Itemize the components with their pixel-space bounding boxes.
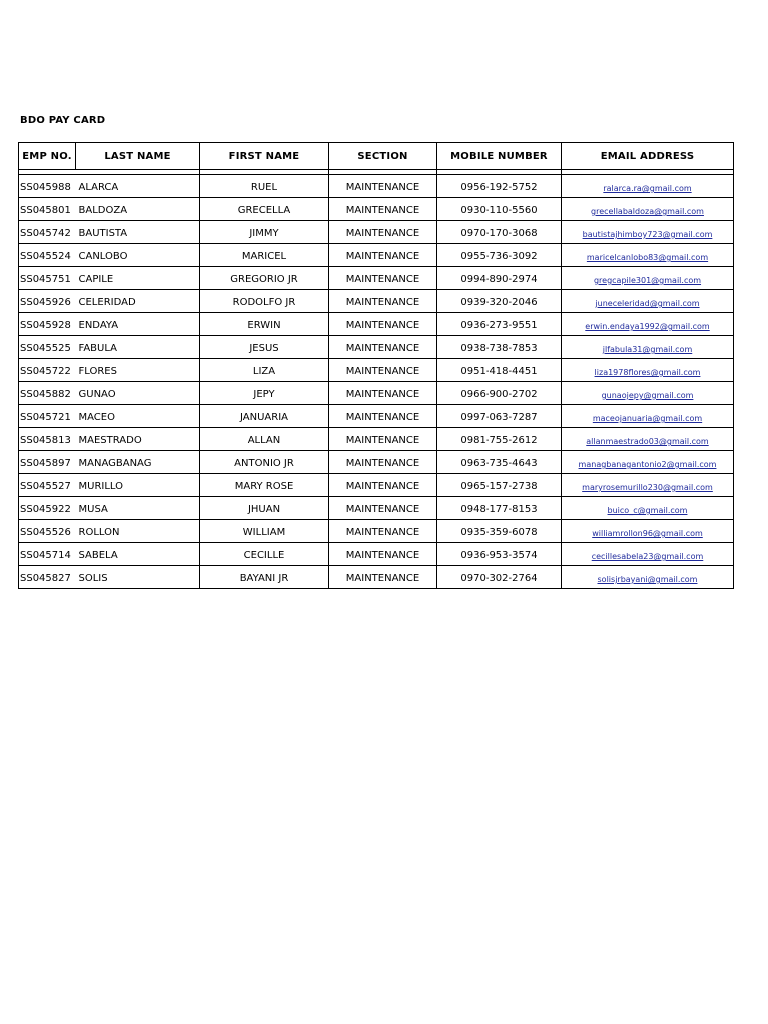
- mobile-number-cell: [437, 313, 562, 336]
- section-cell: MAINTENANCE: [345, 274, 420, 285]
- table-row: [19, 474, 734, 497]
- last-name-cell: [76, 244, 200, 267]
- last-name-cell: [76, 359, 200, 382]
- table-row: [19, 405, 734, 428]
- table-row: [19, 198, 734, 221]
- mobile-number-cell: [437, 267, 562, 290]
- last-name-cell: FLORES: [78, 366, 117, 377]
- mobile-number-cell: [437, 336, 562, 359]
- table-row: [19, 428, 734, 451]
- emp-no-cell: [19, 175, 76, 198]
- email-cell: [562, 428, 734, 451]
- emp-no-cell: SS045928: [20, 320, 71, 331]
- mobile-number-cell: [437, 198, 562, 221]
- first-name-cell: [200, 175, 329, 198]
- section-cell: [329, 290, 437, 313]
- section-cell: [329, 221, 437, 244]
- section-cell: [329, 198, 437, 221]
- section-cell: MAINTENANCE: [345, 228, 420, 239]
- mobile-number-cell: [437, 543, 562, 566]
- section-cell: [329, 474, 437, 497]
- last-name-cell: GUNAO: [78, 389, 116, 400]
- first-name-cell: ERWIN: [247, 320, 281, 331]
- emp-no-cell: SS045922: [20, 504, 71, 515]
- section-cell: [329, 359, 437, 382]
- header-emp-no: EMP NO.: [19, 143, 76, 170]
- first-name-cell: JESUS: [249, 343, 279, 354]
- emp-no-cell: SS045751: [20, 274, 71, 285]
- mobile-number-cell: 0936-953-3574: [460, 550, 538, 561]
- last-name-cell: [76, 428, 200, 451]
- mobile-number-cell: 0938-738-7853: [460, 343, 538, 354]
- section-cell: MAINTENANCE: [345, 251, 420, 262]
- table-header-row: [19, 143, 734, 170]
- section-cell: [329, 451, 437, 474]
- header-email-address: EMAIL ADDRESS: [562, 143, 734, 170]
- section-cell: MAINTENANCE: [345, 412, 420, 423]
- first-name-cell: [200, 244, 329, 267]
- first-name-cell: GREGORIO JR: [230, 274, 298, 285]
- last-name-cell: [76, 336, 200, 359]
- last-name-cell: [76, 497, 200, 520]
- first-name-cell: MARICEL: [241, 251, 287, 262]
- email-cell: [562, 543, 734, 566]
- first-name-cell: LIZA: [252, 366, 276, 377]
- last-name-cell: MAESTRADO: [78, 435, 142, 446]
- emp-no-cell: [19, 428, 76, 451]
- table-row: [19, 313, 734, 336]
- mobile-number-cell: [437, 244, 562, 267]
- first-name-cell: JHUAN: [247, 504, 281, 515]
- section-cell: MAINTENANCE: [345, 435, 420, 446]
- last-name-cell: [76, 405, 200, 428]
- table-row: [19, 451, 734, 474]
- email-link[interactable]: gunaojepy@gmail.com: [601, 391, 694, 400]
- emp-no-cell: [19, 405, 76, 428]
- mobile-number-cell: 0963-735-4643: [460, 458, 538, 469]
- email-link[interactable]: buico_c@gmail.com: [607, 506, 688, 515]
- email-link[interactable]: bautistajhimboy723@gmail.com: [582, 230, 713, 239]
- first-name-cell: ALLAN: [247, 435, 281, 446]
- emp-no-cell: [19, 474, 76, 497]
- first-name-cell: [200, 359, 329, 382]
- emp-no-cell: SS045526: [20, 527, 71, 538]
- email-link[interactable]: maryrosemurillo230@gmail.com: [582, 483, 713, 492]
- email-cell: [562, 221, 734, 244]
- email-link[interactable]: liza1978flores@gmail.com: [594, 368, 701, 377]
- emp-no-cell: SS045926: [20, 297, 71, 308]
- section-cell: MAINTENANCE: [345, 573, 420, 584]
- table-row: [19, 566, 734, 589]
- emp-no-cell: [19, 451, 76, 474]
- email-cell: [562, 405, 734, 428]
- emp-no-cell: [19, 336, 76, 359]
- section-cell: [329, 175, 437, 198]
- mobile-number-cell: 0970-170-3068: [460, 228, 538, 239]
- email-link[interactable]: maceojanuaria@gmail.com: [592, 414, 703, 423]
- last-name-cell: MUSA: [78, 504, 108, 515]
- section-cell: MAINTENANCE: [345, 527, 420, 538]
- email-cell: [562, 175, 734, 198]
- mobile-number-cell: [437, 382, 562, 405]
- section-cell: [329, 244, 437, 267]
- mobile-number-cell: 0935-359-6078: [460, 527, 538, 538]
- first-name-cell: [200, 198, 329, 221]
- last-name-cell: [76, 175, 200, 198]
- emp-no-cell: [19, 290, 76, 313]
- last-name-cell: [76, 221, 200, 244]
- section-cell: [329, 313, 437, 336]
- mobile-number-cell: [437, 497, 562, 520]
- section-cell: [329, 382, 437, 405]
- mobile-number-cell: 0948-177-8153: [460, 504, 538, 515]
- emp-no-cell: [19, 313, 76, 336]
- first-name-cell: [200, 267, 329, 290]
- table-row: [19, 244, 734, 267]
- emp-no-cell: SS045988: [20, 182, 71, 193]
- email-cell: [562, 267, 734, 290]
- mobile-number-cell: [437, 175, 562, 198]
- mobile-number-cell: 0936-273-9551: [460, 320, 538, 331]
- first-name-cell: [200, 382, 329, 405]
- first-name-cell: JEPY: [253, 389, 275, 400]
- first-name-cell: ANTONIO JR: [234, 458, 294, 469]
- mobile-number-cell: [437, 474, 562, 497]
- emp-no-cell: SS045882: [20, 389, 71, 400]
- last-name-cell: [76, 543, 200, 566]
- mobile-number-cell: 0939-320-2046: [460, 297, 538, 308]
- email-link[interactable]: cecillesabela23@gmail.com: [591, 552, 704, 561]
- email-cell: [562, 497, 734, 520]
- last-name-cell: [76, 520, 200, 543]
- emp-no-cell: [19, 244, 76, 267]
- first-name-cell: [200, 497, 329, 520]
- table-row: [19, 382, 734, 405]
- last-name-cell: SOLIS: [78, 573, 108, 584]
- mobile-number-cell: [437, 451, 562, 474]
- first-name-cell: BAYANI JR: [239, 573, 289, 584]
- last-name-cell: ALARCA: [78, 182, 119, 193]
- employee-table: [18, 142, 734, 589]
- emp-no-cell: SS045742: [20, 228, 71, 239]
- last-name-cell: ENDAYA: [78, 320, 119, 331]
- section-cell: MAINTENANCE: [345, 504, 420, 515]
- first-name-cell: JIMMY: [249, 228, 279, 239]
- last-name-cell: MANAGBANAG: [78, 458, 152, 469]
- first-name-cell: [200, 566, 329, 589]
- table-row: [19, 497, 734, 520]
- first-name-cell: GRECELLA: [237, 205, 291, 216]
- last-name-cell: SABELA: [78, 550, 118, 561]
- section-cell: [329, 267, 437, 290]
- last-name-cell: ROLLON: [78, 527, 120, 538]
- email-cell: [562, 198, 734, 221]
- emp-no-cell: SS045525: [20, 343, 71, 354]
- table-row: [19, 175, 734, 198]
- last-name-cell: [76, 566, 200, 589]
- emp-no-cell: [19, 497, 76, 520]
- last-name-cell: CELERIDAD: [78, 297, 136, 308]
- email-link[interactable]: jlfabula31@gmail.com: [602, 345, 693, 354]
- email-link[interactable]: managbanagantonio2@gmail.com: [578, 460, 717, 469]
- email-cell: [562, 244, 734, 267]
- email-link[interactable]: gregcapile301@gmail.com: [593, 276, 702, 285]
- section-cell: [329, 520, 437, 543]
- emp-no-cell: [19, 382, 76, 405]
- emp-no-cell: SS045801: [20, 205, 71, 216]
- header-last-name: LAST NAME: [76, 143, 200, 170]
- section-cell: MAINTENANCE: [345, 343, 420, 354]
- section-cell: MAINTENANCE: [345, 481, 420, 492]
- section-cell: [329, 497, 437, 520]
- table-row: [19, 520, 734, 543]
- section-cell: [329, 336, 437, 359]
- first-name-cell: CECILLE: [243, 550, 285, 561]
- email-cell: [562, 336, 734, 359]
- mobile-number-cell: 0930-110-5560: [460, 205, 538, 216]
- section-cell: [329, 543, 437, 566]
- first-name-cell: [200, 451, 329, 474]
- emp-no-cell: SS045827: [20, 573, 71, 584]
- last-name-cell: [76, 474, 200, 497]
- mobile-number-cell: [437, 290, 562, 313]
- first-name-cell: [200, 520, 329, 543]
- section-cell: MAINTENANCE: [345, 458, 420, 469]
- mobile-number-cell: [437, 405, 562, 428]
- first-name-cell: MARY ROSE: [234, 481, 294, 492]
- email-link[interactable]: ralarca.ra@gmail.com: [603, 184, 692, 193]
- emp-no-cell: SS045527: [20, 481, 71, 492]
- last-name-cell: [76, 267, 200, 290]
- email-link[interactable]: williamrollon96@gmail.com: [592, 529, 703, 538]
- section-cell: MAINTENANCE: [345, 320, 420, 331]
- table-row: [19, 290, 734, 313]
- first-name-cell: RUEL: [250, 182, 278, 193]
- section-cell: MAINTENANCE: [345, 205, 420, 216]
- table-row: [19, 543, 734, 566]
- table-row: [19, 359, 734, 382]
- last-name-cell: MACEO: [78, 412, 115, 423]
- first-name-cell: [200, 428, 329, 451]
- section-cell: MAINTENANCE: [345, 550, 420, 561]
- emp-no-cell: [19, 221, 76, 244]
- mobile-number-cell: 0966-900-2702: [460, 389, 538, 400]
- mobile-number-cell: [437, 359, 562, 382]
- emp-no-cell: SS045524: [20, 251, 71, 262]
- section-cell: MAINTENANCE: [345, 366, 420, 377]
- emp-no-cell: [19, 359, 76, 382]
- section-cell: [329, 405, 437, 428]
- email-cell: [562, 313, 734, 336]
- mobile-number-cell: 0965-157-2738: [460, 481, 538, 492]
- mobile-number-cell: 0994-890-2974: [460, 274, 538, 285]
- email-cell: [562, 451, 734, 474]
- section-cell: MAINTENANCE: [345, 182, 420, 193]
- last-name-cell: CAPILE: [78, 274, 114, 285]
- section-cell: MAINTENANCE: [345, 389, 420, 400]
- emp-no-cell: SS045714: [20, 550, 71, 561]
- emp-no-cell: [19, 198, 76, 221]
- mobile-number-cell: 0951-418-4451: [460, 366, 538, 377]
- last-name-cell: BALDOZA: [78, 205, 128, 216]
- mobile-number-cell: 0955-736-3092: [460, 251, 538, 262]
- table-body: [19, 170, 734, 589]
- last-name-cell: MURILLO: [78, 481, 124, 492]
- section-cell: [329, 566, 437, 589]
- section-cell: MAINTENANCE: [345, 297, 420, 308]
- emp-no-cell: [19, 543, 76, 566]
- email-cell: [562, 290, 734, 313]
- first-name-cell: [200, 313, 329, 336]
- email-cell: [562, 566, 734, 589]
- header-mobile-number: MOBILE NUMBER: [437, 143, 562, 170]
- email-link[interactable]: grecellabaldoza@gmail.com: [591, 207, 704, 216]
- header-first-name: FIRST NAME: [200, 143, 329, 170]
- first-name-cell: [200, 543, 329, 566]
- email-link[interactable]: solisjrbayani@gmail.com: [597, 575, 698, 584]
- first-name-cell: [200, 336, 329, 359]
- first-name-cell: JANUARIA: [240, 412, 288, 423]
- last-name-cell: FABULA: [78, 343, 117, 354]
- first-name-cell: [200, 290, 329, 313]
- email-cell: [562, 520, 734, 543]
- email-link[interactable]: maricelcanlobo83@gmail.com: [586, 253, 709, 262]
- last-name-cell: [76, 290, 200, 313]
- document-title: BDO PAY CARD: [20, 115, 106, 126]
- mobile-number-cell: [437, 221, 562, 244]
- emp-no-cell: [19, 520, 76, 543]
- email-link[interactable]: erwin.endaya1992@gmail.com: [585, 322, 710, 331]
- mobile-number-cell: 0956-192-5752: [460, 182, 538, 193]
- email-cell: [562, 359, 734, 382]
- email-link[interactable]: juneceleridad@gmail.com: [595, 299, 700, 308]
- last-name-cell: [76, 382, 200, 405]
- first-name-cell: WILLIAM: [242, 527, 286, 538]
- emp-no-cell: SS045722: [20, 366, 71, 377]
- last-name-cell: [76, 313, 200, 336]
- email-cell: [562, 474, 734, 497]
- mobile-number-cell: [437, 520, 562, 543]
- table-row: [19, 267, 734, 290]
- emp-no-cell: SS045813: [20, 435, 71, 446]
- last-name-cell: [76, 198, 200, 221]
- last-name-cell: CANLOBO: [78, 251, 128, 262]
- emp-no-cell: SS045897: [20, 458, 71, 469]
- mobile-number-cell: [437, 428, 562, 451]
- first-name-cell: [200, 221, 329, 244]
- header-section: SECTION: [329, 143, 437, 170]
- mobile-number-cell: 0997-063-7287: [460, 412, 538, 423]
- last-name-cell: BAUTISTA: [78, 228, 128, 239]
- emp-no-cell: [19, 267, 76, 290]
- last-name-cell: [76, 451, 200, 474]
- first-name-cell: [200, 474, 329, 497]
- table-row: [19, 336, 734, 359]
- email-link[interactable]: allanmaestrado03@gmail.com: [586, 437, 709, 446]
- emp-no-cell: [19, 566, 76, 589]
- email-cell: [562, 382, 734, 405]
- mobile-number-cell: 0970-302-2764: [460, 573, 538, 584]
- first-name-cell: RODOLFO JR: [232, 297, 296, 308]
- first-name-cell: [200, 405, 329, 428]
- mobile-number-cell: [437, 566, 562, 589]
- table-row: [19, 221, 734, 244]
- mobile-number-cell: 0981-755-2612: [460, 435, 538, 446]
- section-cell: [329, 428, 437, 451]
- emp-no-cell: SS045721: [20, 412, 71, 423]
